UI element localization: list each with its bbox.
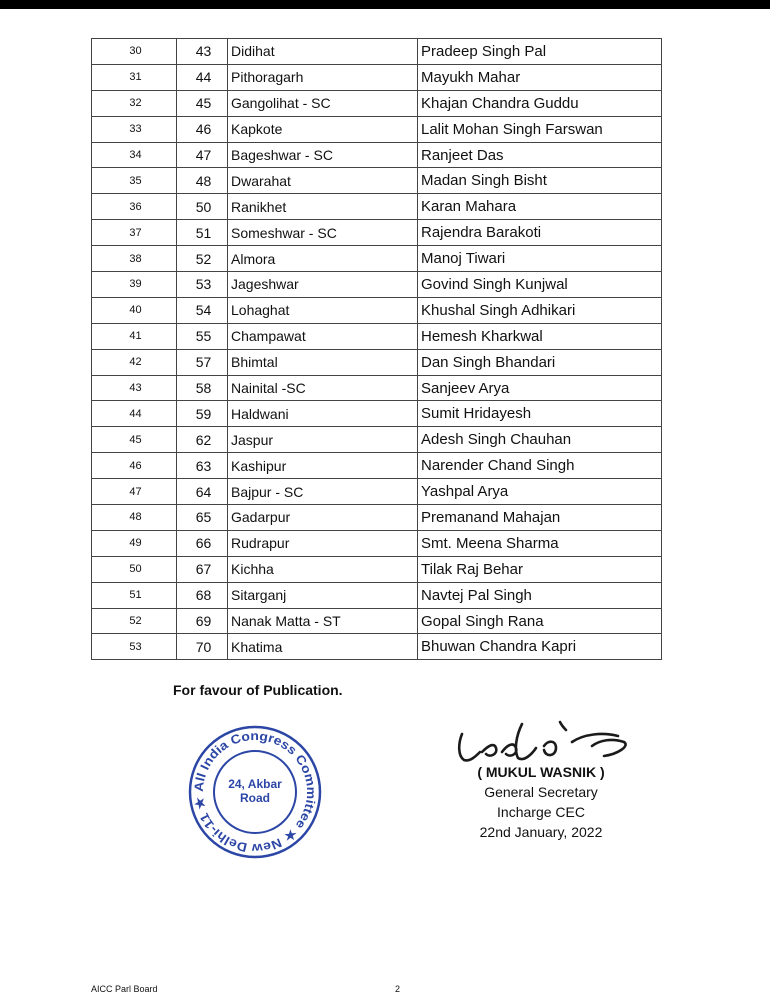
serial-number-cell: 37 — [92, 220, 177, 246]
table-row — [92, 556, 662, 582]
candidate-name-cell: Mayukh Mahar — [418, 64, 662, 90]
table-row — [92, 39, 662, 65]
table-row — [92, 634, 662, 660]
constituency-cell: Kapkote — [228, 116, 418, 142]
ac-number-cell: 58 — [177, 375, 228, 401]
serial-number-cell: 50 — [92, 556, 177, 582]
serial-number-cell: 45 — [92, 427, 177, 453]
candidate-name-cell: Hemesh Kharkwal — [418, 323, 662, 349]
table-row — [92, 168, 662, 194]
candidate-name-cell: Navtej Pal Singh — [418, 582, 662, 608]
candidate-name-cell: Madan Singh Bisht — [418, 168, 662, 194]
table-row — [92, 246, 662, 272]
ac-number-cell: 67 — [177, 556, 228, 582]
aicc-seal — [187, 724, 323, 860]
table-row — [92, 401, 662, 427]
candidate-name-cell: Narender Chand Singh — [418, 453, 662, 479]
table-row — [92, 530, 662, 556]
constituency-cell: Nanak Matta - ST — [228, 608, 418, 634]
serial-number-cell: 31 — [92, 64, 177, 90]
constituency-cell: Nainital -SC — [228, 375, 418, 401]
constituency-cell: Ranikhet — [228, 194, 418, 220]
candidate-name-cell: Tilak Raj Behar — [418, 556, 662, 582]
signatory-role: Incharge CEC — [497, 804, 585, 820]
serial-number-cell: 32 — [92, 90, 177, 116]
constituency-cell: Didihat — [228, 39, 418, 65]
table-row — [92, 220, 662, 246]
constituency-cell: Jaspur — [228, 427, 418, 453]
table-row — [92, 323, 662, 349]
table-row — [92, 427, 662, 453]
table-row — [92, 582, 662, 608]
constituency-cell: Lohaghat — [228, 297, 418, 323]
candidates-table — [91, 38, 662, 660]
serial-number-cell: 46 — [92, 453, 177, 479]
constituency-cell: Khatima — [228, 634, 418, 660]
serial-number-cell: 33 — [92, 116, 177, 142]
table-row — [92, 194, 662, 220]
candidate-name-cell: Smt. Meena Sharma — [418, 530, 662, 556]
ac-number-cell: 43 — [177, 39, 228, 65]
ac-number-cell: 46 — [177, 116, 228, 142]
candidate-name-cell: Adesh Singh Chauhan — [418, 427, 662, 453]
table-row — [92, 505, 662, 531]
constituency-cell: Kashipur — [228, 453, 418, 479]
ac-number-cell: 68 — [177, 582, 228, 608]
ac-number-cell: 47 — [177, 142, 228, 168]
ac-number-cell: 64 — [177, 479, 228, 505]
serial-number-cell: 42 — [92, 349, 177, 375]
signatory-name: ( MUKUL WASNIK ) — [477, 764, 605, 780]
candidates-table-body — [92, 39, 662, 660]
candidate-name-cell: Govind Singh Kunjwal — [418, 272, 662, 298]
ac-number-cell: 65 — [177, 505, 228, 531]
serial-number-cell: 44 — [92, 401, 177, 427]
candidate-name-cell: Yashpal Arya — [418, 479, 662, 505]
ac-number-cell: 52 — [177, 246, 228, 272]
candidate-name-cell: Sanjeev Arya — [418, 375, 662, 401]
candidate-name-cell: Pradeep Singh Pal — [418, 39, 662, 65]
constituency-cell: Dwarahat — [228, 168, 418, 194]
ac-number-cell: 69 — [177, 608, 228, 634]
constituency-cell: Someshwar - SC — [228, 220, 418, 246]
serial-number-cell: 49 — [92, 530, 177, 556]
ac-number-cell: 50 — [177, 194, 228, 220]
serial-number-cell: 35 — [92, 168, 177, 194]
signatory-title: General Secretary — [484, 784, 598, 800]
serial-number-cell: 43 — [92, 375, 177, 401]
serial-number-cell: 39 — [92, 272, 177, 298]
seal-address-line1: 24, Akbar — [228, 777, 282, 791]
constituency-cell: Bajpur - SC — [228, 479, 418, 505]
seal-address-line2: Road — [240, 791, 270, 805]
table-row — [92, 272, 662, 298]
signatory-date: 22nd January, 2022 — [479, 824, 603, 840]
ac-number-cell: 48 — [177, 168, 228, 194]
candidate-name-cell: Ranjeet Das — [418, 142, 662, 168]
table-row — [92, 64, 662, 90]
table-row — [92, 375, 662, 401]
serial-number-cell: 30 — [92, 39, 177, 65]
signatory-block — [446, 762, 636, 842]
table-row — [92, 90, 662, 116]
ac-number-cell: 55 — [177, 323, 228, 349]
constituency-cell: Rudrapur — [228, 530, 418, 556]
constituency-cell: Bhimtal — [228, 349, 418, 375]
page-number: 2 — [395, 984, 401, 994]
candidate-name-cell: Khushal Singh Adhikari — [418, 297, 662, 323]
serial-number-cell: 36 — [92, 194, 177, 220]
constituency-cell: Champawat — [228, 323, 418, 349]
constituency-cell: Jageshwar — [228, 272, 418, 298]
constituency-cell: Gadarpur — [228, 505, 418, 531]
ac-number-cell: 59 — [177, 401, 228, 427]
candidate-name-cell: Lalit Mohan Singh Farswan — [418, 116, 662, 142]
ac-number-cell: 57 — [177, 349, 228, 375]
candidate-name-cell: Khajan Chandra Guddu — [418, 90, 662, 116]
table-row — [92, 349, 662, 375]
constituency-cell: Haldwani — [228, 401, 418, 427]
ac-number-cell: 53 — [177, 272, 228, 298]
ac-number-cell: 66 — [177, 530, 228, 556]
ac-number-cell: 63 — [177, 453, 228, 479]
table-row — [92, 479, 662, 505]
table-row — [92, 453, 662, 479]
constituency-cell: Kichha — [228, 556, 418, 582]
ac-number-cell: 51 — [177, 220, 228, 246]
constituency-cell: Sitarganj — [228, 582, 418, 608]
serial-number-cell: 38 — [92, 246, 177, 272]
ac-number-cell: 44 — [177, 64, 228, 90]
candidate-name-cell: Dan Singh Bhandari — [418, 349, 662, 375]
table-row — [92, 116, 662, 142]
table-row — [92, 142, 662, 168]
publication-note: For favour of Publication. — [173, 682, 343, 698]
serial-number-cell: 48 — [92, 505, 177, 531]
seal-ring-text: All India Congress Committee ★ New Delhi-11 ★ — [191, 728, 319, 856]
candidate-name-cell: Manoj Tiwari — [418, 246, 662, 272]
candidate-name-cell: Rajendra Barakoti — [418, 220, 662, 246]
footer-label: AICC Parl Board — [91, 984, 158, 994]
ac-number-cell: 62 — [177, 427, 228, 453]
ac-number-cell: 45 — [177, 90, 228, 116]
constituency-cell: Bageshwar - SC — [228, 142, 418, 168]
constituency-cell: Gangolihat - SC — [228, 90, 418, 116]
serial-number-cell: 51 — [92, 582, 177, 608]
constituency-cell: Pithoragarh — [228, 64, 418, 90]
serial-number-cell: 47 — [92, 479, 177, 505]
table-row — [92, 608, 662, 634]
ac-number-cell: 70 — [177, 634, 228, 660]
serial-number-cell: 41 — [92, 323, 177, 349]
candidate-name-cell: Karan Mahara — [418, 194, 662, 220]
candidate-name-cell: Bhuwan Chandra Kapri — [418, 634, 662, 660]
serial-number-cell: 34 — [92, 142, 177, 168]
candidate-name-cell: Gopal Singh Rana — [418, 608, 662, 634]
table-row — [92, 297, 662, 323]
candidate-name-cell: Sumit Hridayesh — [418, 401, 662, 427]
constituency-cell: Almora — [228, 246, 418, 272]
candidate-name-cell: Premanand Mahajan — [418, 505, 662, 531]
serial-number-cell: 53 — [92, 634, 177, 660]
ac-number-cell: 54 — [177, 297, 228, 323]
serial-number-cell: 40 — [92, 297, 177, 323]
serial-number-cell: 52 — [92, 608, 177, 634]
top-black-bar — [0, 0, 770, 9]
